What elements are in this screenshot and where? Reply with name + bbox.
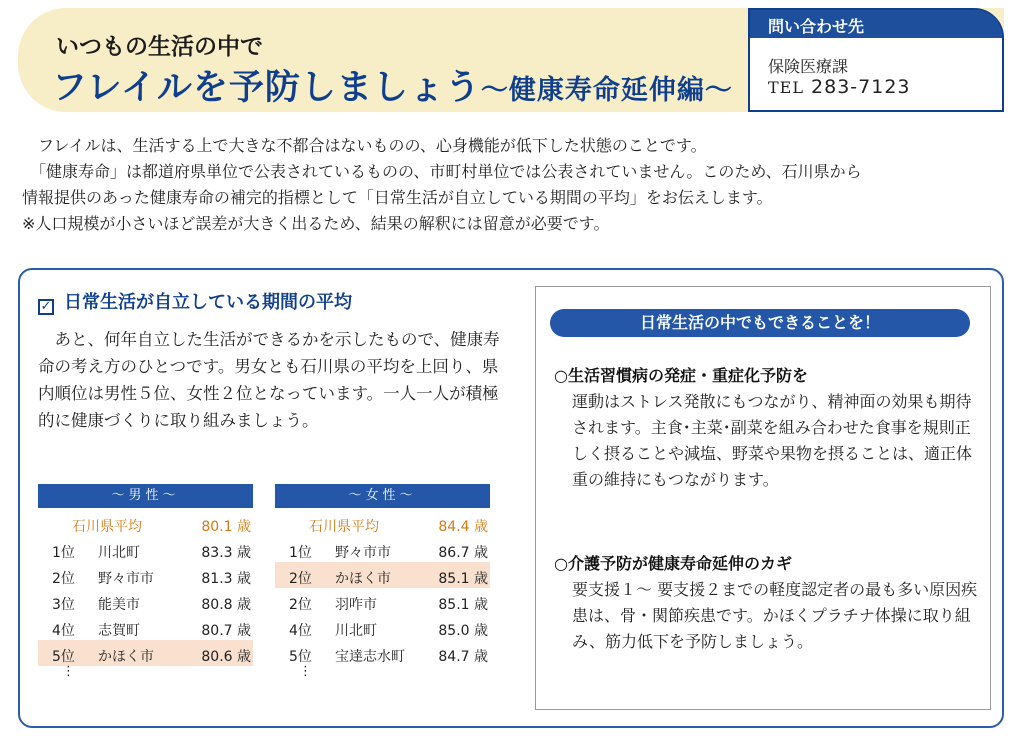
male-avg-label: 石川県平均 [72, 519, 142, 535]
checkbox-icon: ✓ [38, 299, 54, 315]
main-section [18, 268, 1004, 728]
table-row: 5位 宝達志水町 84.7 歳 [289, 649, 488, 665]
average-section-title: ✓ 日常生活が自立している期間の平均 [38, 288, 352, 314]
contact-dept: 保険医療課 [768, 57, 849, 76]
table-row: 2位 野々市市 81.3 歳 [52, 571, 251, 587]
female-table [275, 484, 490, 686]
tip-heading-lifestyle: ○生活習慣病の発症・重症化予防を [554, 366, 808, 385]
tel-number: 283-7123 [811, 76, 911, 98]
table-row: 4位 志賀町 80.7 歳 [52, 623, 251, 639]
female-avg-label: 石川県平均 [309, 519, 379, 535]
contact-box [748, 8, 1004, 112]
table-row: 4位 川北町 85.0 歳 [289, 623, 488, 639]
average-description: あと、何年自立した生活ができるかを示したもので、健康寿命の考え方のひとつです。男女とも石川県の平均を上回り、県内順位は男性５位、女性２位となっています。一人一人が積極的に健康づくりに取り組みましょう。 [38, 330, 500, 430]
female-avg-value: 84.4 歳 [438, 519, 488, 535]
title-main: フレイルを予防しましょう [52, 67, 481, 108]
page-title [52, 60, 733, 110]
table-row-highlight: 5位 かほく市 80.6 歳 [38, 640, 253, 666]
contact-label: 問い合わせ先 [750, 10, 1002, 38]
table-row: 3位 能美市 80.8 歳 [52, 597, 251, 613]
table-row-highlight: 2位 かほく市 85.1 歳 [275, 562, 490, 588]
male-average-row [38, 508, 253, 536]
table-row: 2位 羽咋市 85.1 歳 [289, 597, 488, 613]
contact-tel [768, 76, 911, 98]
table-ellipsis: ⋮ [299, 664, 312, 679]
intro-line: ※人口規模が小さいほど誤差が大きく出るため、結果の解釈には留意が必要です。 [22, 214, 610, 233]
intro-line: フレイルは、生活する上で大きな不都合はないものの、心身機能が低下した状態のことです。 [22, 136, 707, 155]
tip-body-care: 要支援１～ 要支援２までの軽度認定者の最も多い原因疾患は、骨・関節疾患です。かほくプラチナ体操に取り組み、筋力低下を予防しましょう。 [572, 580, 978, 651]
tel-prefix: TEL [768, 78, 804, 97]
female-average-row [275, 508, 490, 536]
intro-text [22, 133, 1007, 237]
tips-heading: 日常生活の中でもできることを！ [550, 309, 970, 337]
table-row: 1位 野々市市 86.7 歳 [289, 545, 488, 561]
intro-line: 「健康寿命」は都道府県単位で公表されているものの、市町村単位では公表されていません。このため、石川県から [22, 162, 862, 181]
female-table-header: ～女性～ [275, 484, 490, 508]
tip-body-lifestyle: 運動はストレス発散にもつながり、精神面の効果も期待されます。主食･主菜･副菜を組み合わせた食事を規則正しく摂ることや減塩、野菜や果物を摂ることは、適正体重の維持にもつながります。 [572, 392, 973, 489]
tips-panel [535, 286, 991, 710]
table-ellipsis: ⋮ [62, 664, 75, 679]
male-table-header: ～男性～ [38, 484, 253, 508]
title-suffix: ～健康寿命延伸編～ [480, 75, 733, 106]
intro-line: 情報提供のあった健康寿命の補完的指標として「日常生活が自立している期間の平均」をお伝えします。 [22, 188, 773, 207]
tip-heading-care: ○介護予防が健康寿命延伸のカギ [554, 554, 792, 573]
table-row: 1位 川北町 83.3 歳 [52, 545, 251, 561]
male-avg-value: 80.1 歳 [201, 519, 251, 535]
male-table [38, 484, 253, 686]
header-subtitle: いつもの生活の中で [56, 34, 263, 60]
